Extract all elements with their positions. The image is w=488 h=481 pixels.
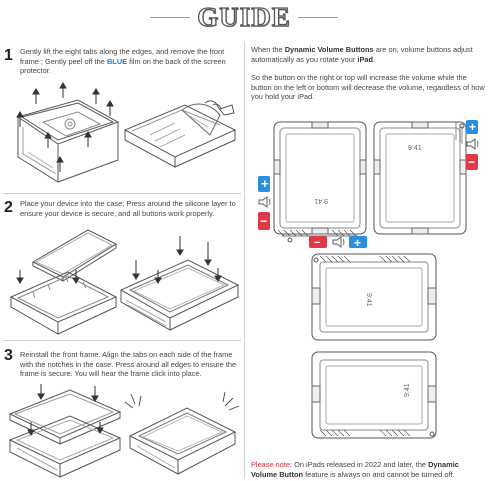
step-1-number: 1: [4, 47, 13, 64]
volume-info-paragraph-2: So the button on the right or top will increase the volume while the button on the left or bottom will decrease the volume, regardless of how you hold your iPad.: [251, 73, 485, 101]
column-divider: [244, 42, 245, 478]
plus-symbol-ipad1: +: [261, 176, 269, 191]
step-1-case-illustration: [8, 82, 128, 187]
svg-text:9:41: 9:41: [365, 293, 372, 307]
volume-indicators: [255, 120, 488, 340]
step-2-text: Place your device into the case; Press around the silicone layer to ensure your device is secure, and all buttons work properly.: [20, 199, 236, 218]
speaker-icon-ipad2: [467, 139, 475, 149]
step-divider-2: [3, 340, 241, 341]
step-3-number: 3: [4, 347, 13, 364]
minus-symbol-ipad1-left: −: [260, 214, 268, 228]
step-3-click-frame-illustration: [125, 388, 243, 480]
speaker-icon-ipad1-bottom: [333, 237, 341, 247]
svg-text:9:41: 9:41: [314, 197, 328, 204]
step-3-reinstall-frame-illustration: [5, 382, 125, 479]
svg-text:9:41: 9:41: [408, 145, 422, 152]
step-3-text: Reinstall the front frame. Align the tabs on each side of the frame with the notches in the case. Press around all edges to ensure the frame is secure. You will hear the frame click into place.: [20, 350, 237, 378]
step-2-insert-ipad-illustration: [8, 222, 118, 337]
step-divider-1: [3, 193, 241, 194]
note-text: Please note: On iPads released in 2022 and later, the Dynamic Volume Button feature is always on and cannot be turned off.: [251, 460, 459, 479]
ipad-landscape-bottom: [310, 350, 438, 442]
step-2-number: 2: [4, 199, 13, 216]
page-title: GUIDE: [197, 2, 291, 32]
plus-symbol-ipad1-bottom: +: [354, 236, 362, 250]
minus-symbol-ipad1-bottom: −: [314, 237, 321, 249]
title-right-line: [298, 17, 338, 18]
step-1-peel-film-illustration: [120, 95, 240, 180]
step-2-press-silicone-illustration: [118, 230, 240, 335]
plus-symbol-ipad2: +: [469, 120, 477, 134]
minus-symbol-ipad2: −: [468, 155, 476, 169]
svg-text:9:41: 9:41: [404, 383, 411, 397]
step-1-text: Gently lift the eight tabs along the edges, and remove the front frame ; Gently peel off the BLUE film on the back of the screen protector.: [20, 47, 226, 75]
speaker-icon-ipad1-left: [259, 197, 267, 207]
volume-info-paragraph-1: When the Dynamic Volume Buttons are on, volume buttons adjust automatically as you rotate your iPad.: [251, 45, 473, 64]
